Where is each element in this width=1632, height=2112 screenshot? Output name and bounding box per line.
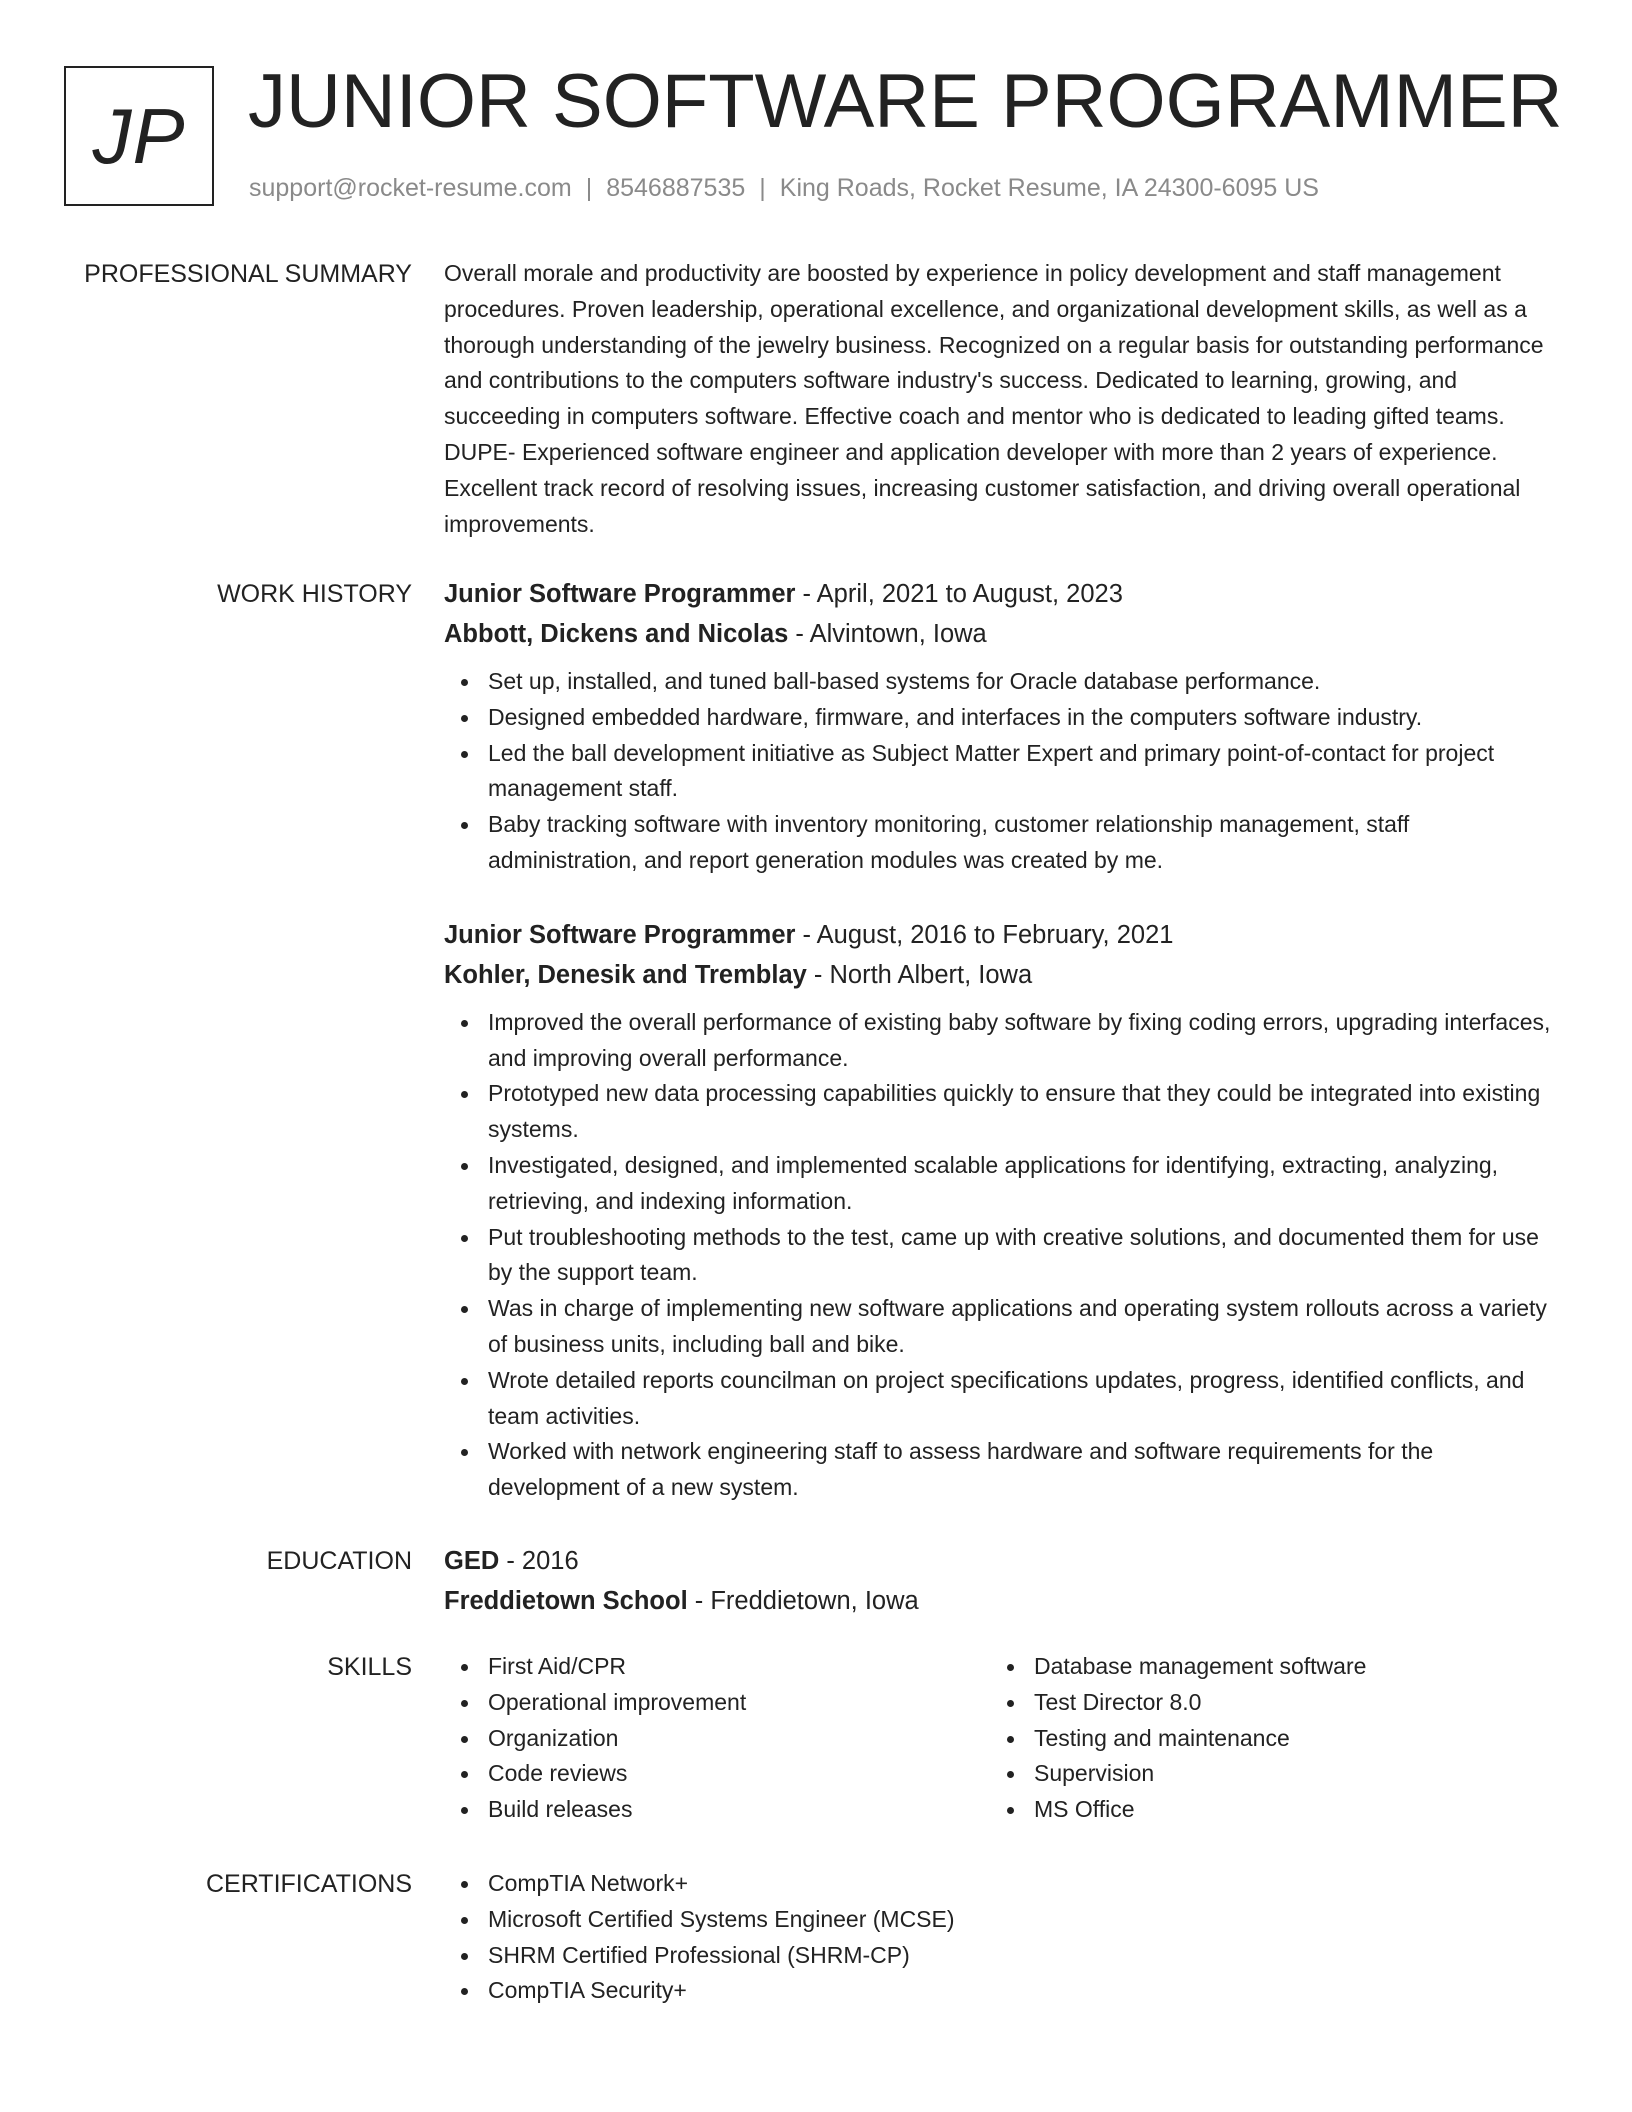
job-bullets — [444, 664, 1556, 879]
section-heading: EDUCATION — [266, 1547, 412, 1575]
education-body — [444, 1541, 1556, 1621]
list-item: Put troubleshooting methods to the test, came up with creative solutions, and documented them for use by the support team. — [488, 1220, 1556, 1292]
list-item: Operational improvement — [488, 1685, 990, 1721]
list-item: CompTIA Security+ — [488, 1973, 1556, 2009]
monogram-initials: JP — [92, 91, 186, 180]
list-item: Designed embedded hardware, firmware, and interfaces in the computers software industry. — [488, 700, 1556, 736]
monogram-badge — [64, 66, 214, 206]
list-item: Prototyped new data processing capabilities quickly to ensure that they could be integrated into existing systems. — [488, 1076, 1556, 1148]
list-item: Organization — [488, 1721, 990, 1757]
list-item: Set up, installed, and tuned ball-based systems for Oracle database performance. — [488, 664, 1556, 700]
list-item: Build releases — [488, 1792, 990, 1828]
list-item: Was in charge of implementing new software applications and operating system rollouts across a variety of business units, including ball and bike. — [488, 1291, 1556, 1363]
list-item: Microsoft Certified Systems Engineer (MCSE) — [488, 1902, 1556, 1938]
section-heading: CERTIFICATIONS — [205, 1870, 412, 1898]
contact-separator: | — [585, 174, 593, 202]
contact-line — [249, 174, 1319, 203]
section-heading: SKILLS — [327, 1653, 412, 1681]
job-entry — [444, 574, 1556, 879]
education-location: - Freddietown, Iowa — [687, 1587, 919, 1615]
list-item: Code reviews — [488, 1756, 990, 1792]
list-item: Investigated, designed, and implemented scalable applications for identifying, extracting, analyzing, retrieving, and indexing information. — [488, 1148, 1556, 1220]
job-dates: - April, 2021 to August, 2023 — [795, 580, 1123, 608]
list-item: Testing and maintenance — [1034, 1721, 1536, 1757]
work-history-body — [444, 574, 1556, 1506]
education-degree-line — [444, 1541, 1556, 1581]
education-year: - 2016 — [499, 1547, 579, 1575]
job-entry — [444, 915, 1556, 1506]
job-bullets — [444, 1005, 1556, 1506]
contact-phone[interactable]: 8546887535 — [606, 174, 746, 202]
contact-address: King Roads, Rocket Resume, IA 24300-6095 US — [779, 174, 1319, 202]
job-title: Junior Software Programmer — [444, 580, 796, 608]
contact-separator: | — [759, 174, 766, 202]
list-item: Database management software — [1034, 1649, 1536, 1685]
job-title-line — [444, 915, 1556, 955]
education-degree: GED — [444, 1547, 500, 1575]
certifications-body — [444, 1866, 1556, 2009]
list-item: Worked with network engineering staff to assess hardware and software requirements for the development of a new system. — [488, 1434, 1556, 1506]
job-company: Abbott, Dickens and Nicolas — [444, 620, 789, 648]
summary-body — [444, 256, 1556, 542]
list-item: Improved the overall performance of existing baby software by fixing coding errors, upgrading interfaces, and improving overall performance. — [488, 1005, 1556, 1077]
skills-body — [444, 1649, 1556, 1828]
list-item: Baby tracking software with inventory monitoring, customer relationship management, staff administration, and report generation modules was created by me. — [488, 807, 1556, 879]
list-item: MS Office — [1034, 1792, 1536, 1828]
skills-list-left — [444, 1649, 990, 1828]
job-company-line — [444, 955, 1556, 995]
job-title-line — [444, 574, 1556, 614]
resume-title: JUNIOR SOFTWARE PROGRAMMER — [248, 59, 1563, 144]
list-item: CompTIA Network+ — [488, 1866, 1556, 1902]
contact-email[interactable]: support@rocket-resume.com — [249, 174, 572, 202]
summary-text: Overall morale and productivity are boosted by experience in policy development and staff management procedures. Proven leadership, operational excellence, and organizational development skills, as well as a thorough understanding of the jewelry business. Recognized on a regular basis for outstanding performance and contributions to the computers software industry's success. Dedicated to learning, growing, and succeeding in computers software. Effective coach and mentor who is dedicated to leading gifted teams. DUPE- Experienced software engineer and application developer with more than 2 years of experience. Excellent track record of resolving issues, increasing customer satisfaction, and driving overall operational improvements. — [444, 260, 1544, 537]
list-item: Test Director 8.0 — [1034, 1685, 1536, 1721]
job-dates: - August, 2016 to February, 2021 — [795, 920, 1174, 949]
job-title: Junior Software Programmer — [444, 920, 796, 949]
list-item: SHRM Certified Professional (SHRM-CP) — [488, 1938, 1556, 1974]
list-item: First Aid/CPR — [488, 1649, 990, 1685]
job-company-line — [444, 614, 1556, 654]
education-school-line — [444, 1581, 1556, 1621]
list-item: Supervision — [1034, 1756, 1536, 1792]
skills-list-right — [990, 1649, 1536, 1828]
certifications-list — [444, 1866, 1556, 2009]
skills-columns — [444, 1649, 1556, 1828]
list-item: Wrote detailed reports councilman on project specifications updates, progress, identified conflicts, and team activities. — [488, 1363, 1556, 1435]
job-location: - Alvintown, Iowa — [788, 620, 987, 648]
education-school: Freddietown School — [444, 1587, 688, 1615]
section-heading: WORK HISTORY — [217, 580, 412, 608]
list-item: Led the ball development initiative as Subject Matter Expert and primary point-of-contact for project management staff. — [488, 736, 1556, 808]
section-heading: PROFESSIONAL SUMMARY — [84, 260, 412, 288]
job-location: - North Albert, Iowa — [806, 960, 1033, 989]
job-company: Kohler, Denesik and Tremblay — [444, 960, 807, 989]
